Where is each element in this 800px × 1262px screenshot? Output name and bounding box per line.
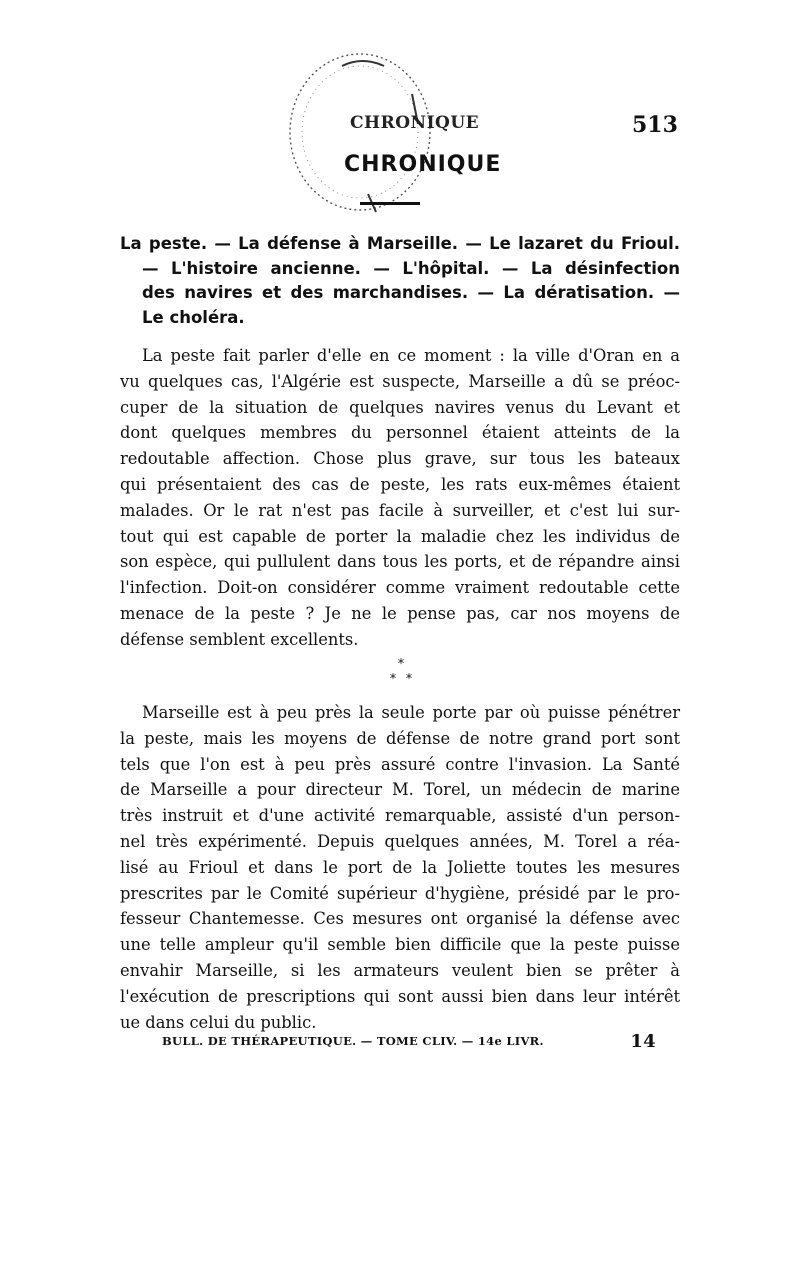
section-title-stamp: CHRONIQUE bbox=[344, 152, 502, 177]
text-line: fesseur Chantemesse. Ces mesures ont organisé la défense avec bbox=[120, 909, 680, 929]
text-line: vu quelques cas, l'Algérie est suspecte, Marseille a dû se préoc- bbox=[120, 371, 680, 391]
text-line: tout qui est capable de porter la maladie chez les individus de bbox=[120, 526, 680, 546]
summary-line: Le choléra. bbox=[142, 307, 245, 327]
text-line: l'exécution de prescriptions qui sont aussi bien dans leur intérêt bbox=[120, 986, 680, 1006]
summary-line: La peste. — La défense à Marseille. — Le lazaret du Frioul. bbox=[120, 234, 680, 253]
page-footer bbox=[162, 1031, 656, 1052]
paragraph-2 bbox=[120, 700, 680, 1035]
text-line: malades. Or le rat n'est pas facile à surveiller, et c'est lui sur- bbox=[120, 500, 680, 520]
text-line: la peste, mais les moyens de défense de notre grand port sont bbox=[120, 728, 680, 748]
text-line: Marseille est à peu près la seule porte par où puisse pénétrer bbox=[142, 703, 680, 722]
text-line: très instruit et d'une activité remarquable, assisté d'un person- bbox=[120, 806, 680, 826]
svg-text:*: * bbox=[405, 672, 413, 687]
text-line: tels que l'on est à peu près assuré contre l'invasion. La Santé bbox=[120, 754, 680, 774]
title-rule bbox=[360, 202, 420, 205]
text-line: prescrites par le Comité supérieur d'hygiène, présidé par le pro- bbox=[120, 883, 680, 903]
text-line: cuper de la situation de quelques navires venus du Levant et bbox=[120, 397, 680, 417]
text-line: dont quelques membres du personnel étaient atteints de la bbox=[120, 423, 680, 443]
text-line: de Marseille a pour directeur M. Torel, un médecin de marine bbox=[120, 780, 680, 800]
text-line: défense semblent excellents. bbox=[120, 629, 359, 649]
text-line: son espèce, qui pullulent dans tous les ports, et de répandre ainsi bbox=[120, 552, 680, 572]
chapter-summary bbox=[120, 232, 680, 330]
library-stamp-icon bbox=[272, 44, 442, 224]
text-line: l'infection. Doit-on considérer comme vraiment redoutable cette bbox=[120, 578, 680, 598]
text-line: envahir Marseille, si les armateurs veulent bien se prêter à bbox=[120, 960, 680, 980]
text-line: qui présentaient des cas de peste, les rats eux-mêmes étaient bbox=[120, 474, 680, 494]
text-line: une telle ampleur qu'il semble bien difficile que la peste puisse bbox=[120, 935, 680, 955]
paragraph-1 bbox=[120, 343, 680, 653]
summary-line: — L'histoire ancienne. — L'hôpital. — La désinfection bbox=[142, 258, 680, 278]
running-title: CHRONIQUE bbox=[350, 113, 480, 133]
svg-text:*: * bbox=[389, 672, 397, 687]
signature-mark: 14 bbox=[630, 1031, 656, 1052]
svg-text:*: * bbox=[397, 657, 405, 672]
text-line: redoutable affection. Chose plus grave, sur tous les bateaux bbox=[120, 449, 680, 469]
journal-citation: BULL. DE THÉRAPEUTIQUE. — TOME CLIV. — 14e LIVR. bbox=[162, 1034, 544, 1048]
text-line: nel très expérimenté. Depuis quelques années, M. Torel a réa- bbox=[120, 831, 680, 851]
text-line: lisé au Frioul et dans le port de la Joliette toutes les mesures bbox=[120, 857, 680, 877]
text-line: La peste fait parler d'elle en ce moment : la ville d'Oran en a bbox=[142, 346, 680, 365]
text-line: menace de la peste ? Je ne le pense pas, car nos moyens de bbox=[120, 603, 680, 623]
page-number: 513 bbox=[632, 112, 678, 138]
text-line: ue dans celui du public. bbox=[120, 1012, 317, 1032]
asterism-icon bbox=[384, 656, 418, 690]
summary-line: des navires et des marchandises. — La dératisation. — bbox=[142, 283, 680, 302]
